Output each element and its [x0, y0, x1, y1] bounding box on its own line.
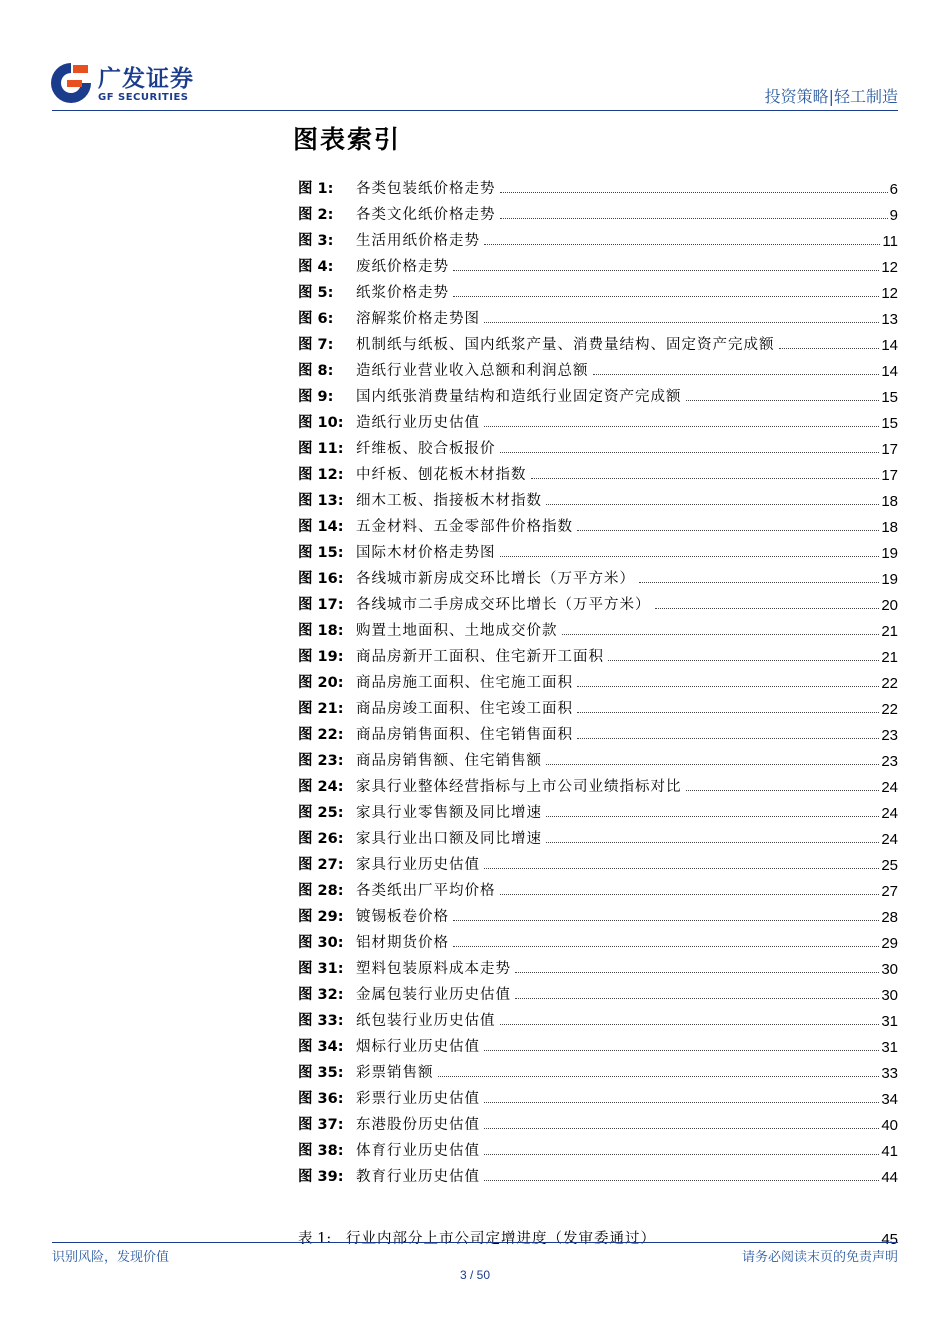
toc-dot-leader	[484, 426, 879, 427]
toc-entry-page: 19	[881, 571, 898, 588]
figure-index-entry[interactable]	[298, 900, 898, 926]
toc-entry-page: 30	[881, 961, 898, 978]
toc-dot-leader	[608, 660, 879, 661]
toc-entry-title: 中纤板、刨花板木材指数	[356, 467, 527, 483]
toc-entry-title: 东港股份历史估值	[356, 1117, 480, 1133]
toc-dot-leader	[686, 400, 880, 401]
footer-slogan: 识别风险，发现价值	[52, 1250, 170, 1265]
toc-entry-page: 13	[881, 311, 898, 328]
toc-entry-label: 图 13:	[298, 493, 344, 509]
toc-entry-title: 溶解浆价格走势图	[356, 311, 480, 327]
toc-dot-leader	[500, 218, 888, 219]
toc-entry-page: 22	[881, 701, 898, 718]
toc-entry-title: 商品房销售面积、住宅销售面积	[356, 727, 573, 743]
figure-index-entry[interactable]	[298, 198, 898, 224]
toc-entry-label: 图 37:	[298, 1117, 344, 1133]
toc-entry-label: 图 27:	[298, 857, 344, 873]
toc-dot-leader	[453, 920, 879, 921]
toc-entry-label: 图 39:	[298, 1169, 344, 1185]
figure-index-entry[interactable]	[298, 952, 898, 978]
toc-entry-page: 25	[881, 857, 898, 874]
toc-dot-leader	[562, 634, 880, 635]
toc-entry-page: 34	[881, 1091, 898, 1108]
toc-entry-page: 27	[881, 883, 898, 900]
toc-entry-label: 图 7:	[298, 337, 334, 353]
toc-entry-title: 五金材料、五金零部件价格指数	[356, 519, 573, 535]
toc-entry-label: 图 12:	[298, 467, 344, 483]
toc-dot-leader	[531, 478, 880, 479]
toc-entry-title: 纸包装行业历史估值	[356, 1013, 496, 1029]
toc-entry-page: 24	[881, 779, 898, 796]
figure-index-entry[interactable]	[298, 380, 898, 406]
toc-entry-page: 40	[881, 1117, 898, 1134]
toc-dot-leader	[593, 374, 880, 375]
toc-entry-page: 30	[881, 987, 898, 1004]
figure-index-entry[interactable]	[298, 926, 898, 952]
header-divider	[52, 110, 898, 111]
toc-entry-title: 家具行业零售额及同比增速	[356, 805, 542, 821]
toc-dot-leader	[500, 894, 880, 895]
toc-dot-leader	[577, 712, 879, 713]
toc-entry-title: 机制纸与纸板、国内纸浆产量、消费量结构、固定资产完成额	[356, 337, 775, 353]
toc-entry-page: 45	[881, 1231, 898, 1248]
toc-entry-title: 行业内部分上市公司定增进度（发审委通过）	[346, 1231, 656, 1247]
figure-index-entry[interactable]	[298, 562, 898, 588]
figure-index-entry[interactable]	[298, 614, 898, 640]
figure-index-entry[interactable]	[298, 874, 898, 900]
figure-index-entry[interactable]	[298, 536, 898, 562]
table-index-entry[interactable]	[298, 1222, 898, 1248]
toc-entry-title: 各类文化纸价格走势	[356, 207, 496, 223]
toc-entry-title: 生活用纸价格走势	[356, 233, 480, 249]
toc-entry-label: 图 17:	[298, 597, 344, 613]
toc-dot-leader	[546, 764, 879, 765]
figure-index-entry[interactable]	[298, 432, 898, 458]
toc-entry-label: 表 1:	[298, 1231, 332, 1247]
toc-entry-label: 图 29:	[298, 909, 344, 925]
toc-entry-label: 图 15:	[298, 545, 344, 561]
toc-entry-title: 金属包装行业历史估值	[356, 987, 511, 1003]
footer-divider	[52, 1242, 898, 1243]
toc-entry-title: 纤维板、胶合板报价	[356, 441, 496, 457]
toc-dot-leader	[515, 972, 879, 973]
figure-index-entry[interactable]	[298, 1082, 898, 1108]
figure-index-entry[interactable]	[298, 172, 898, 198]
toc-dot-leader	[484, 1180, 879, 1181]
toc-entry-label: 图 4:	[298, 259, 334, 275]
toc-entry-label: 图 35:	[298, 1065, 344, 1081]
toc-entry-label: 图 5:	[298, 285, 334, 301]
figure-index-entry[interactable]	[298, 276, 898, 302]
toc-dot-leader	[484, 1102, 879, 1103]
toc-entry-title: 国际木材价格走势图	[356, 545, 496, 561]
figure-index-entry[interactable]	[298, 822, 898, 848]
figure-index-entry[interactable]	[298, 302, 898, 328]
toc-entry-label: 图 28:	[298, 883, 344, 899]
toc-entry-label: 图 14:	[298, 519, 344, 535]
figure-index-entry[interactable]	[298, 744, 898, 770]
toc-entry-page: 18	[881, 519, 898, 536]
toc-dot-leader	[500, 452, 880, 453]
figure-index-entry[interactable]	[298, 666, 898, 692]
figure-index-list	[298, 172, 898, 1186]
toc-entry-label: 图 2:	[298, 207, 334, 223]
figure-index-entry[interactable]	[298, 1160, 898, 1186]
toc-entry-title: 烟标行业历史估值	[356, 1039, 480, 1055]
toc-dot-leader	[686, 790, 880, 791]
toc-entry-label: 图 21:	[298, 701, 344, 717]
toc-entry-page: 12	[881, 285, 898, 302]
toc-dot-leader	[484, 322, 879, 323]
figure-index-entry[interactable]	[298, 484, 898, 510]
toc-entry-page: 22	[881, 675, 898, 692]
toc-entry-title: 家具行业整体经营指标与上市公司业绩指标对比	[356, 779, 682, 795]
toc-entry-title: 各线城市二手房成交环比增长（万平方米）	[356, 597, 651, 613]
toc-entry-label: 图 25:	[298, 805, 344, 821]
toc-entry-title: 细木工板、指接板木材指数	[356, 493, 542, 509]
table-index-list	[298, 1222, 898, 1248]
toc-entry-title: 彩票行业历史估值	[356, 1091, 480, 1107]
toc-entry-page: 15	[881, 389, 898, 406]
toc-entry-label: 图 9:	[298, 389, 334, 405]
toc-entry-title: 造纸行业历史估值	[356, 415, 480, 431]
figure-index-entry[interactable]	[298, 510, 898, 536]
toc-entry-label: 图 33:	[298, 1013, 344, 1029]
toc-dot-leader	[655, 608, 880, 609]
toc-entry-page: 9	[889, 207, 898, 224]
toc-entry-title: 商品房销售额、住宅销售额	[356, 753, 542, 769]
toc-entry-label: 图 36:	[298, 1091, 344, 1107]
toc-entry-title: 造纸行业营业收入总额和利润总额	[356, 363, 589, 379]
figure-index-entry[interactable]	[298, 770, 898, 796]
figure-index-entry[interactable]	[298, 328, 898, 354]
figure-index-entry[interactable]	[298, 640, 898, 666]
figure-index-entry[interactable]	[298, 1030, 898, 1056]
toc-entry-page: 24	[881, 831, 898, 848]
toc-entry-page: 19	[881, 545, 898, 562]
toc-dot-leader	[577, 738, 879, 739]
toc-entry-page: 33	[881, 1065, 898, 1082]
toc-entry-title: 各类包装纸价格走势	[356, 181, 496, 197]
toc-dot-leader	[453, 946, 879, 947]
toc-entry-title: 购置土地面积、土地成交价款	[356, 623, 558, 639]
figure-index-entry[interactable]	[298, 718, 898, 744]
toc-entry-page: 44	[881, 1169, 898, 1186]
figure-index-entry[interactable]	[298, 1056, 898, 1082]
toc-dot-leader	[779, 348, 880, 349]
figure-index-entry[interactable]	[298, 1004, 898, 1030]
toc-entry-page: 24	[881, 805, 898, 822]
toc-entry-label: 图 20:	[298, 675, 344, 691]
toc-entry-label: 图 24:	[298, 779, 344, 795]
toc-dot-leader	[577, 686, 879, 687]
toc-entry-label: 图 32:	[298, 987, 344, 1003]
toc-entry-title: 铝材期货价格	[356, 935, 449, 951]
toc-entry-page: 14	[881, 337, 898, 354]
toc-entry-page: 15	[881, 415, 898, 432]
toc-entry-title: 各类纸出厂平均价格	[356, 883, 496, 899]
toc-entry-page: 12	[881, 259, 898, 276]
toc-dot-leader	[484, 1128, 879, 1129]
toc-entry-label: 图 19:	[298, 649, 344, 665]
toc-entry-title: 家具行业历史估值	[356, 857, 480, 873]
toc-entry-label: 图 10:	[298, 415, 344, 431]
toc-entry-title: 教育行业历史估值	[356, 1169, 480, 1185]
toc-entry-title: 商品房施工面积、住宅施工面积	[356, 675, 573, 691]
toc-dot-leader	[453, 296, 879, 297]
figure-index-entry[interactable]	[298, 458, 898, 484]
toc-entry-page: 17	[881, 441, 898, 458]
toc-dot-leader	[546, 504, 879, 505]
toc-entry-title: 纸浆价格走势	[356, 285, 449, 301]
figure-index-entry[interactable]	[298, 848, 898, 874]
toc-entry-label: 图 6:	[298, 311, 334, 327]
toc-entry-title: 塑料包装原料成本走势	[356, 961, 511, 977]
figure-index-entry[interactable]	[298, 796, 898, 822]
toc-entry-title: 镀锡板卷价格	[356, 909, 449, 925]
figure-index-entry[interactable]	[298, 354, 898, 380]
figure-index-entry[interactable]	[298, 1108, 898, 1134]
figure-index-entry[interactable]	[298, 978, 898, 1004]
toc-dot-leader	[500, 556, 880, 557]
toc-entry-title: 商品房竣工面积、住宅竣工面积	[356, 701, 573, 717]
toc-entry-label: 图 23:	[298, 753, 344, 769]
figure-index-entry[interactable]	[298, 1134, 898, 1160]
footer-disclaimer-note: 请务必阅读末页的免责声明	[741, 1250, 898, 1265]
toc-dot-leader	[546, 842, 879, 843]
toc-entry-title: 彩票销售额	[356, 1065, 434, 1081]
toc-entry-title: 废纸价格走势	[356, 259, 449, 275]
toc-dot-leader	[484, 1050, 879, 1051]
toc-entry-title: 国内纸张消费量结构和造纸行业固定资产完成额	[356, 389, 682, 405]
toc-dot-leader	[484, 868, 879, 869]
figure-index-entry[interactable]	[298, 588, 898, 614]
toc-dot-leader	[484, 244, 880, 245]
toc-entry-page: 28	[881, 909, 898, 926]
toc-entry-page: 21	[881, 649, 898, 666]
toc-entry-title: 家具行业出口额及同比增速	[356, 831, 542, 847]
toc-dot-leader	[500, 1024, 880, 1025]
toc-entry-label: 图 8:	[298, 363, 334, 379]
toc-entry-page: 11	[882, 233, 898, 250]
toc-dot-leader	[546, 816, 879, 817]
toc-entry-page: 6	[889, 181, 898, 198]
toc-dot-leader	[500, 192, 888, 193]
toc-entry-title: 商品房新开工面积、住宅新开工面积	[356, 649, 604, 665]
toc-entry-page: 23	[881, 727, 898, 744]
toc-entry-label: 图 31:	[298, 961, 344, 977]
toc-entry-page: 14	[881, 363, 898, 380]
toc-entry-page: 18	[881, 493, 898, 510]
toc-entry-label: 图 16:	[298, 571, 344, 587]
gf-logo-icon	[48, 60, 94, 106]
toc-entry-title: 各线城市新房成交环比增长（万平方米）	[356, 571, 635, 587]
toc-entry-label: 图 11:	[298, 441, 344, 457]
page-header	[0, 0, 950, 120]
toc-dot-leader	[453, 270, 879, 271]
toc-entry-label: 图 26:	[298, 831, 344, 847]
figure-index-entry[interactable]	[298, 692, 898, 718]
figure-index-entry[interactable]	[298, 406, 898, 432]
toc-entry-page: 23	[881, 753, 898, 770]
figure-index-entry[interactable]	[298, 250, 898, 276]
page-number: 3 / 50	[459, 1268, 491, 1282]
toc-entry-label: 图 38:	[298, 1143, 344, 1159]
toc-entry-page: 29	[881, 935, 898, 952]
toc-entry-page: 31	[881, 1013, 898, 1030]
logo-chinese-text: 广发证券	[98, 66, 194, 92]
toc-dot-leader	[577, 530, 879, 531]
toc-dot-leader	[438, 1076, 880, 1077]
figure-index-entry[interactable]	[298, 224, 898, 250]
toc-entry-page: 31	[881, 1039, 898, 1056]
toc-dot-leader	[639, 582, 879, 583]
toc-entry-label: 图 30:	[298, 935, 344, 951]
page-title: 图表索引	[293, 125, 402, 154]
report-category: 投资策略|轻工制造	[764, 87, 898, 106]
toc-entry-label: 图 3:	[298, 233, 334, 249]
toc-entry-page: 21	[881, 623, 898, 640]
toc-entry-page: 17	[881, 467, 898, 484]
toc-entry-label: 图 34:	[298, 1039, 344, 1055]
toc-entry-label: 图 18:	[298, 623, 344, 639]
toc-dot-leader	[515, 998, 879, 999]
toc-entry-label: 图 22:	[298, 727, 344, 743]
logo-english-text: GF SECURITIES	[98, 92, 189, 103]
toc-entry-title: 体育行业历史估值	[356, 1143, 480, 1159]
toc-entry-page: 20	[881, 597, 898, 614]
toc-entry-page: 41	[881, 1143, 898, 1160]
toc-entry-label: 图 1:	[298, 181, 334, 197]
toc-dot-leader	[484, 1154, 879, 1155]
gf-securities-logo	[48, 60, 248, 110]
